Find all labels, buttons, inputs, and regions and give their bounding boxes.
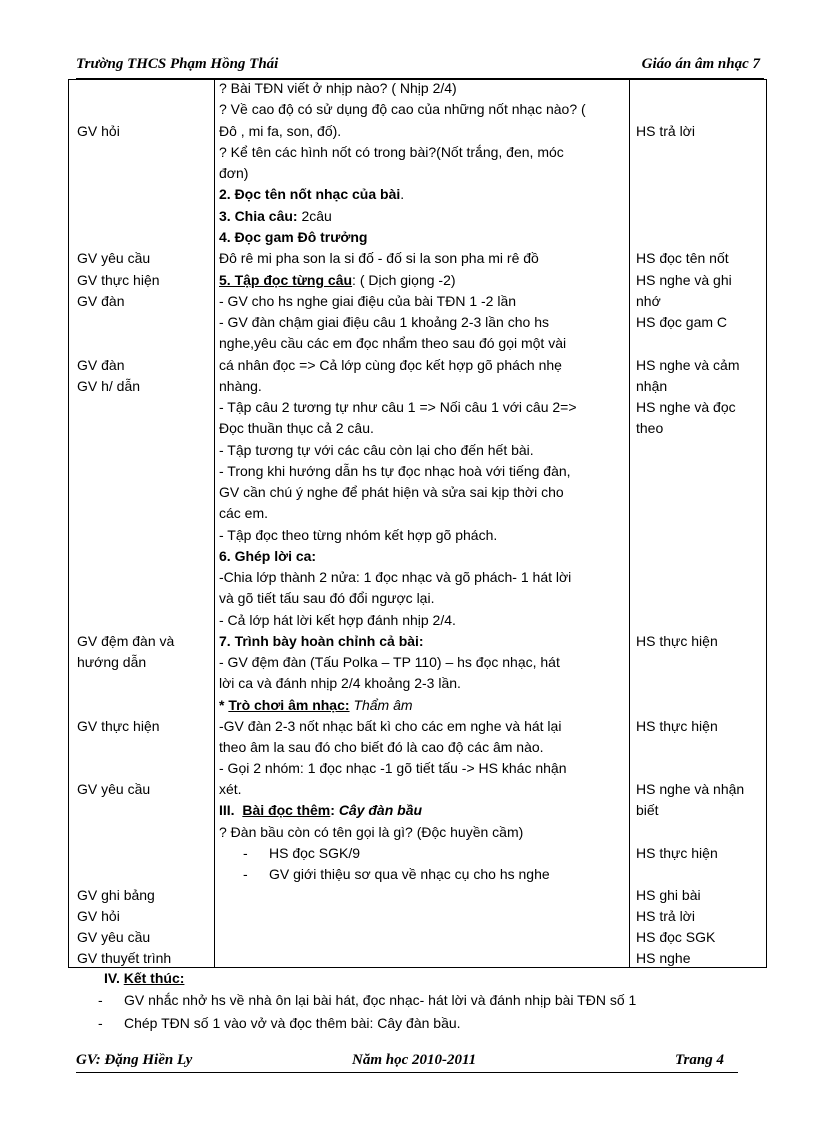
student-activity: HS trả lời — [636, 908, 695, 924]
content-line: - Cả lớp hát lời kết hợp đánh nhịp 2/4. — [219, 612, 456, 628]
content-line: Đô , mi fa, son, đố). — [219, 123, 342, 139]
student-activity: HS thực hiện — [636, 633, 718, 649]
student-activity: HS thực hiện — [636, 845, 718, 861]
subject-title: Giáo án âm nhạc 7 — [641, 56, 760, 72]
content-line: Đô rê mi pha son la si đố - đố si la son pha mi rê đồ — [219, 250, 539, 266]
content-line: ? Bài TĐN viết ở nhịp nào? ( Nhịp 2/4) — [219, 80, 457, 96]
content-line: ? Kể tên các hình nốt có trong bài?(Nốt trắng, đen, móc — [219, 144, 564, 160]
teacher-activity: GV đàn — [77, 357, 125, 373]
page-header — [76, 54, 764, 80]
column-divider — [629, 80, 630, 967]
teacher-activity: GV đệm đàn và — [77, 633, 175, 649]
teacher-activity: GV thực hiện — [77, 272, 160, 288]
content-line: -Chia lớp thành 2 nửa: 1 đọc nhạc và gõ phách- 1 hát lời — [219, 569, 572, 585]
content-line: - Trong khi hướng dẫn hs tự đọc nhạc hoà với tiếng đàn, — [219, 463, 571, 479]
content-line: nghe,yêu cầu các em đọc nhẩm theo sau đó gọi một vài — [219, 335, 567, 351]
student-activity: HS đọc SGK — [636, 929, 716, 945]
content-line: các em. — [219, 505, 269, 521]
student-activity: HS trả lời — [636, 123, 695, 139]
section-heading: 4. Đọc gam Đô trưởng — [219, 229, 368, 245]
student-activity: HS nghe và ghi — [636, 272, 732, 288]
student-activity: biết — [636, 802, 659, 818]
page-number: Trang 4 — [674, 1052, 724, 1068]
teacher-activity: GV h/ dẫn — [77, 378, 141, 394]
game-heading: * Trò chơi âm nhạc: Thẩm âm — [219, 697, 413, 713]
teacher-activity: GV yêu cầu — [77, 250, 151, 266]
teacher-activity: GV đàn — [77, 293, 125, 309]
column-divider — [214, 80, 215, 967]
ending-item: - Chép TĐN số 1 vào vở và đọc thêm bài: Cây đàn bầu. — [98, 1015, 461, 1031]
content-line: HS đọc SGK/9 — [269, 845, 361, 861]
dash-bullet: - — [243, 845, 248, 861]
student-activity: theo — [636, 420, 664, 436]
ending-item: - GV nhắc nhở hs về nhà ôn lại bài hát, đọc nhạc- hát lời và đánh nhịp bài TĐN số 1 — [98, 992, 637, 1008]
teacher-activity: GV yêu cầu — [77, 781, 151, 797]
content-line: lời ca và đánh nhịp 2/4 khoảng 2-3 lần. — [219, 675, 461, 691]
content-line: - GV đệm đàn (Tấu Polka – TP 110) – hs đọc nhạc, hát — [219, 654, 560, 670]
student-activity: HS đọc tên nốt — [636, 250, 729, 266]
teacher-activity: GV hỏi — [77, 123, 120, 139]
content-line: theo âm la sau đó cho biết đó là cao độ các âm nào. — [219, 739, 544, 755]
student-activity: HS nghe và nhận — [636, 781, 745, 797]
student-activity: HS ghi bài — [636, 887, 701, 903]
student-activity: nhận — [636, 378, 668, 394]
student-activity: HS nghe và đọc — [636, 399, 736, 415]
ending-heading: IV. Kết thúc: — [104, 970, 185, 986]
content-line: - Tập câu 2 tương tự như câu 1 => Nối câu 1 với câu 2=> — [219, 399, 577, 415]
teacher-name: GV: Đặng Hiền Ly — [76, 1052, 193, 1068]
content-line: - GV cho hs nghe giai điệu của bài TĐN 1 -2 lần — [219, 293, 517, 309]
content-line: ? Về cao độ có sử dụng độ cao của những nốt nhạc nào? ( — [219, 101, 586, 117]
content-line: GV cần chú ý nghe để phát hiện và sửa sai kịp thời cho — [219, 484, 564, 500]
student-activity: HS nghe và cảm — [636, 357, 740, 373]
teacher-activity: hướng dẫn — [77, 654, 147, 670]
teacher-activity: GV ghi bảng — [77, 887, 155, 903]
dash-bullet: - — [243, 866, 248, 882]
student-activity: HS nghe — [636, 950, 691, 966]
section-heading: 6. Ghép lời ca: — [219, 548, 317, 564]
content-line: GV giới thiệu sơ qua về nhạc cụ cho hs nghe — [269, 866, 550, 882]
section-heading: 7. Trình bày hoàn chỉnh cả bài: — [219, 633, 424, 649]
content-line: - GV đàn chậm giai điệu câu 1 khoảng 2-3 lần cho hs — [219, 314, 549, 330]
teacher-activity: GV yêu cầu — [77, 929, 151, 945]
school-year: Năm học 2010-2011 — [352, 1052, 477, 1068]
content-line: ? Đàn bầu còn có tên gọi là gì? (Độc huyền cầm) — [219, 824, 524, 840]
content-line: - Tập tương tự với các câu còn lại cho đến hết bài. — [219, 442, 534, 458]
content-line: và gõ tiết tấu sau đó đổi ngược lại. — [219, 590, 435, 606]
content-line: - Tập đọc theo từng nhóm kết hợp gõ phách. — [219, 527, 498, 543]
content-line: cá nhân đọc => Cả lớp cùng đọc kết hợp gõ phách nhẹ — [219, 357, 562, 373]
student-activity: nhớ — [636, 293, 661, 309]
teacher-activity: GV thực hiện — [77, 718, 160, 734]
content-line: xét. — [219, 781, 242, 797]
section-heading: 2. Đọc tên nốt nhạc của bài. — [219, 186, 405, 202]
section-heading: 3. Chia câu: 2câu — [219, 208, 332, 224]
content-line: đơn) — [219, 165, 249, 181]
content-line: - Gọi 2 nhóm: 1 đọc nhạc -1 gõ tiết tấu -> HS khác nhận — [219, 760, 567, 776]
section-heading: 5. Tập đọc từng câu: ( Dịch giọng -2) — [219, 272, 456, 288]
content-line: nhàng. — [219, 378, 262, 394]
school-name: Trường THCS Phạm Hồng Thái — [76, 56, 279, 72]
student-activity: HS thực hiện — [636, 718, 718, 734]
content-line: -GV đàn 2-3 nốt nhạc bất kì cho các em nghe và hát lại — [219, 718, 562, 734]
student-activity: HS đọc gam C — [636, 314, 728, 330]
teacher-activity: GV thuyết trình — [77, 950, 172, 966]
section-heading: III. Bài đọc thêm: Cây đàn bầu — [219, 802, 423, 818]
content-line: Đọc thuần thục cả 2 câu. — [219, 420, 374, 436]
teacher-activity: GV hỏi — [77, 908, 120, 924]
lesson-table — [68, 79, 767, 968]
page-footer — [76, 1052, 738, 1073]
